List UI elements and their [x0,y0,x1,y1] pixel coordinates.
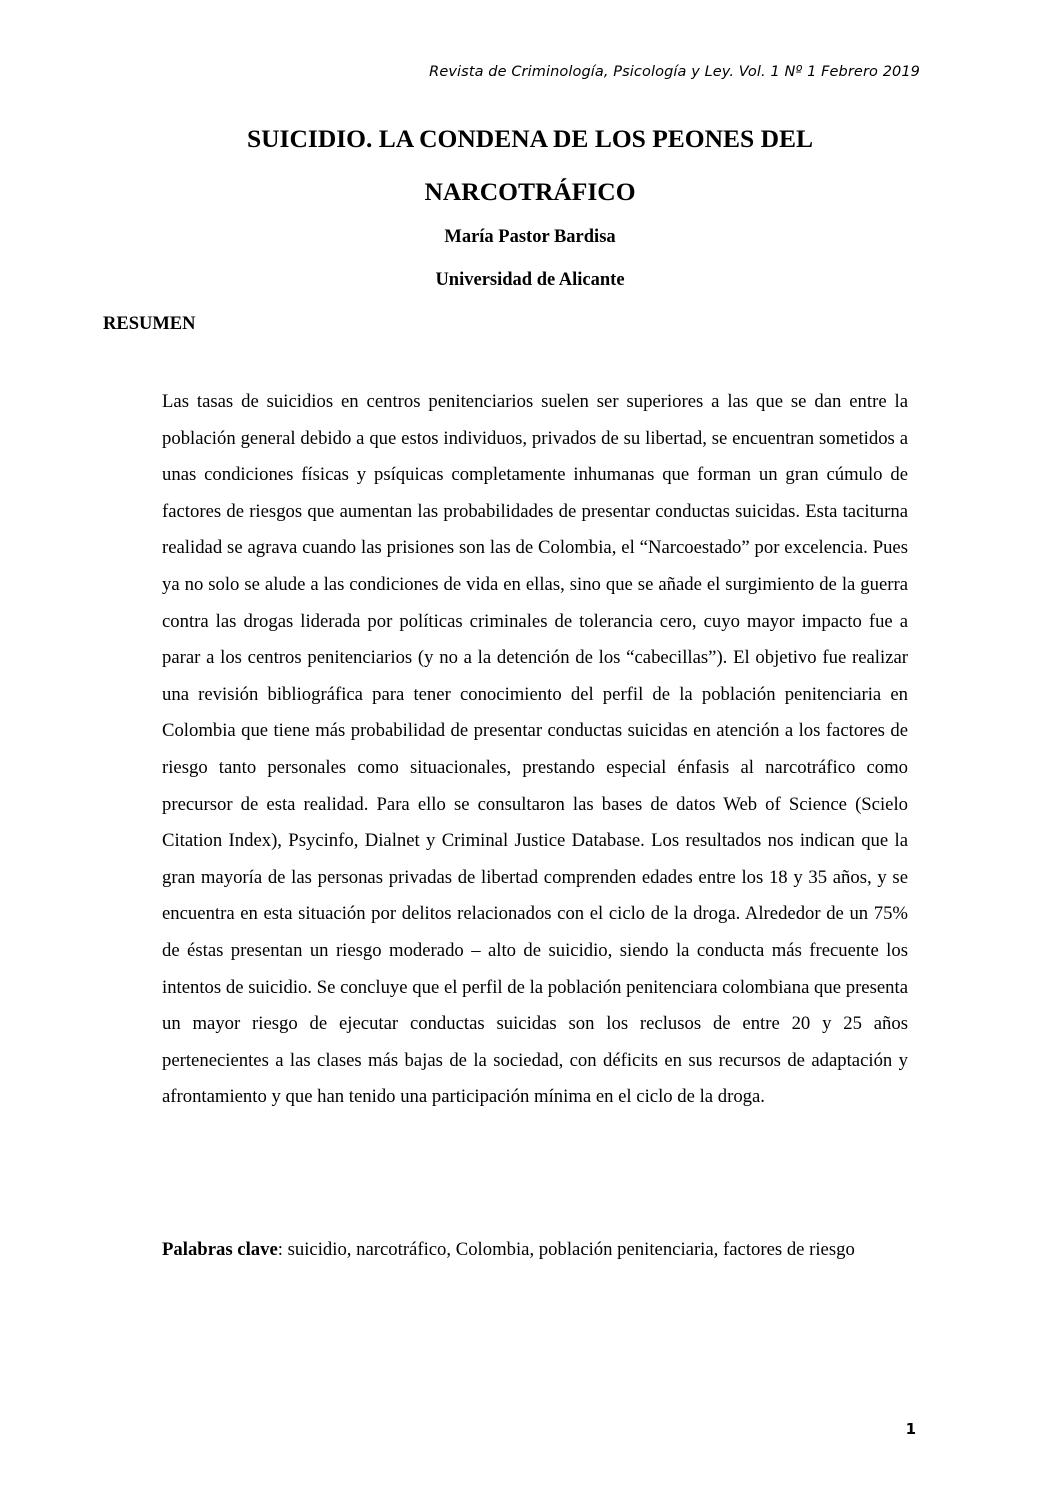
keywords-separator: : [277,1239,283,1260]
article-title-line-2: NARCOTRÁFICO [424,177,636,206]
journal-running-header: Revista de Criminología, Psicología y Ley. Vol. 1 Nº 1 Febrero 2019 [429,64,920,80]
keywords-list: suicidio, narcotráfico, Colombia, población penitenciaria, factores de riesgo [282,1239,855,1260]
author-name: María Pastor Bardisa [444,227,616,247]
keywords-paragraph [162,1232,908,1269]
author-affiliation: Universidad de Alicante [435,270,625,290]
page-number: 1 [905,1420,916,1438]
keywords-label: Palabras clave [162,1239,278,1260]
article-title [140,112,920,218]
article-title-line-1: SUICIDIO. LA CONDENA DE LOS PEONES DEL [246,124,814,153]
abstract-body: Las tasas de suicidios en centros penitenciarios suelen ser superiores a las que se dan entre la población general debido a que estos individuos, privados de su libertad, se encuentran sometidos a unas condiciones físicas y psíquicas completamente inhumanas que forman un gran cúmulo de factores de riesgos que aumentan las probabilidades de presentar conductas suicidas. Esta taciturna realidad se agrava cuando las prisiones son las de Colombia, el “Narcoestado” por excelencia. Pues ya no solo se alude a las condiciones de vida en ellas, sino que se añade el surgimiento de la guerra contra las drogas liderada por políticas criminales de tolerancia cero, cuyo mayor impacto fue a parar a los centros penitenciarios (y no a la detención de los “cabecillas”). El objetivo fue realizar una revisión bibliográfica para tener conocimiento del perfil de la población penitenciaria en Colombia que tiene más probabilidad de presentar conductas suicidas en atención a los factores de riesgo tanto personales como situacionales, prestando especial énfasis al narcotráfico como precursor de esta realidad. Para ello se consultaron las bases de datos Web of Science (Scielo Citation Index), Psycinfo, Dialnet y Criminal Justice Database. Los resultados nos indican que la gran mayoría de las personas privadas de libertad comprenden edades entre los 18 y 35 años, y se encuentra en esta situación por delitos relacionados con el ciclo de la droga. Alrededor de un 75% de éstas presentan un riesgo moderado – alto de suicidio, siendo la conducta más frecuente los intentos de suicidio. Se concluye que el perfil de la población penitenciara colombiana que presenta un mayor riesgo de ejecutar conductas suicidas son los reclusos de entre 20 y 25 años pertenecientes a las clases más bajas de la sociedad, con déficits en sus recursos de adaptación y afrontamiento y que han tenido una participación mínima en el ciclo de la droga. [162,391,908,1108]
abstract-heading: RESUMEN [103,314,196,334]
